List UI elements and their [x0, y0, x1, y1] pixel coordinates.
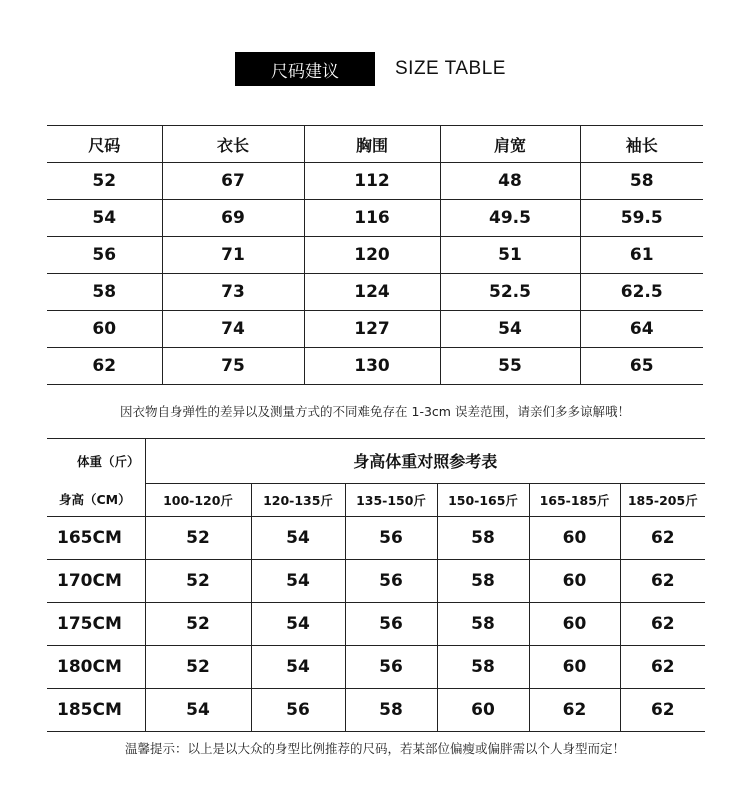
weight-label: 体重（斤） — [77, 454, 140, 469]
table-cell: 61 — [580, 237, 703, 274]
weight-range: 150-165斤 — [437, 483, 529, 516]
table-cell: 54 — [47, 200, 162, 237]
table-row — [47, 645, 705, 688]
table-cell: 60 — [47, 311, 162, 348]
table-cell: 56 — [47, 237, 162, 274]
table-cell: 62 — [620, 602, 705, 645]
table-cell: 56 — [251, 688, 345, 731]
height-cell: 165CM — [47, 516, 145, 559]
table-cell: 112 — [304, 163, 440, 200]
table-cell: 71 — [162, 237, 304, 274]
table-cell: 62 — [620, 516, 705, 559]
table-row — [47, 200, 703, 237]
table-cell: 54 — [440, 311, 580, 348]
table-row — [47, 274, 703, 311]
table-row — [47, 602, 705, 645]
table-row — [47, 237, 703, 274]
table-cell: 54 — [145, 688, 251, 731]
weight-range: 165-185斤 — [529, 483, 620, 516]
table-cell: 69 — [162, 200, 304, 237]
size-advice-badge: 尺码建议 — [235, 52, 375, 86]
table-cell: 58 — [437, 602, 529, 645]
weight-range: 135-150斤 — [345, 483, 437, 516]
weight-range: 120-135斤 — [251, 483, 345, 516]
table-cell: 62 — [620, 559, 705, 602]
table-cell: 60 — [529, 645, 620, 688]
table-cell: 52 — [145, 559, 251, 602]
height-label: 身高（CM） — [47, 483, 145, 516]
table-cell: 62 — [529, 688, 620, 731]
table-cell: 65 — [580, 348, 703, 385]
ref-table-title: 身高体重对照参考表 — [145, 439, 705, 484]
table-cell: 54 — [251, 602, 345, 645]
column-header-length: 衣长 — [162, 126, 304, 163]
table-cell: 52 — [47, 163, 162, 200]
table-row — [47, 559, 705, 602]
table-cell: 120 — [304, 237, 440, 274]
table-cell: 64 — [580, 311, 703, 348]
table-cell: 62 — [620, 688, 705, 731]
size-table-heading: SIZE TABLE — [395, 58, 506, 79]
table-cell: 67 — [162, 163, 304, 200]
table-cell: 74 — [162, 311, 304, 348]
table-cell: 56 — [345, 559, 437, 602]
table-cell: 54 — [251, 559, 345, 602]
table-cell: 51 — [440, 237, 580, 274]
weight-range: 100-120斤 — [145, 483, 251, 516]
table-row — [47, 311, 703, 348]
table-cell: 58 — [437, 559, 529, 602]
height-cell: 180CM — [47, 645, 145, 688]
height-weight-reference-table — [47, 438, 705, 732]
table-cell: 58 — [580, 163, 703, 200]
table-cell: 130 — [304, 348, 440, 385]
table-cell: 58 — [437, 645, 529, 688]
table-cell: 58 — [437, 516, 529, 559]
measurement-error-note: 因衣物自身弹性的差异以及测量方式的不同难免存在 1-3cm 误差范围，请亲们多多谅解哦！ — [120, 404, 630, 419]
table-cell: 60 — [529, 559, 620, 602]
table-cell: 49.5 — [440, 200, 580, 237]
table-cell: 62 — [620, 645, 705, 688]
table-row — [47, 163, 703, 200]
table-cell: 62.5 — [580, 274, 703, 311]
table-cell: 75 — [162, 348, 304, 385]
table-row — [47, 348, 703, 385]
table-row — [47, 516, 705, 559]
table-cell: 56 — [345, 516, 437, 559]
table-cell: 58 — [345, 688, 437, 731]
table-cell: 56 — [345, 645, 437, 688]
table-cell: 52 — [145, 602, 251, 645]
table-cell: 54 — [251, 516, 345, 559]
table-cell: 60 — [529, 516, 620, 559]
table-cell: 52 — [145, 645, 251, 688]
size-table — [47, 125, 703, 385]
ref-title-row — [47, 439, 705, 484]
table-cell: 55 — [440, 348, 580, 385]
height-cell: 175CM — [47, 602, 145, 645]
table-cell: 60 — [529, 602, 620, 645]
table-cell: 62 — [47, 348, 162, 385]
table-cell: 54 — [251, 645, 345, 688]
column-header-size: 尺码 — [47, 126, 162, 163]
table-cell: 124 — [304, 274, 440, 311]
table-cell: 60 — [437, 688, 529, 731]
column-header-sleeve: 袖长 — [580, 126, 703, 163]
weight-range: 185-205斤 — [620, 483, 705, 516]
column-header-chest: 胸围 — [304, 126, 440, 163]
table-cell: 52.5 — [440, 274, 580, 311]
height-cell: 185CM — [47, 688, 145, 731]
table-cell: 116 — [304, 200, 440, 237]
weight-range-row — [47, 483, 705, 516]
table-cell: 73 — [162, 274, 304, 311]
fit-tip-note: 温馨提示：以上是以大众的身型比例推荐的尺码，若某部位偏瘦或偏胖需以个人身型而定！ — [124, 741, 625, 756]
table-cell: 52 — [145, 516, 251, 559]
table-cell: 59.5 — [580, 200, 703, 237]
height-cell: 170CM — [47, 559, 145, 602]
table-cell: 127 — [304, 311, 440, 348]
table-cell: 58 — [47, 274, 162, 311]
table-cell: 56 — [345, 602, 437, 645]
table-cell: 48 — [440, 163, 580, 200]
table-row — [47, 688, 705, 731]
size-table-header-row — [47, 126, 703, 163]
column-header-shoulder: 肩宽 — [440, 126, 580, 163]
